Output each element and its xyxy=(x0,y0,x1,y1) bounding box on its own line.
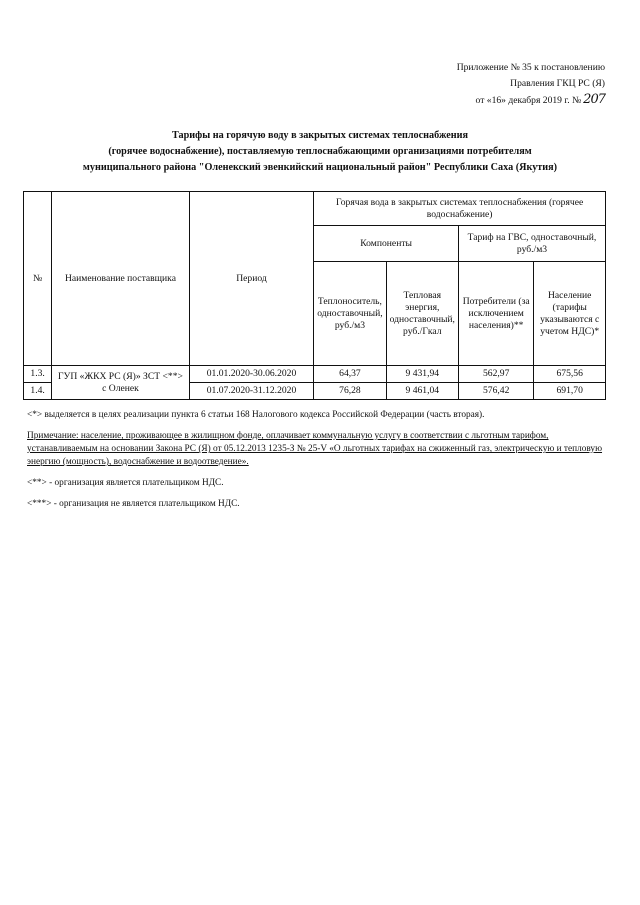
row-heat-energy: 9 431,94 xyxy=(386,366,458,383)
header-heat-energy: Тепловая энергия, одноставочный, руб./Гкал xyxy=(386,262,458,366)
row-heat-carrier: 64,37 xyxy=(314,366,386,383)
footnote-vat-payer: <**> - организация является плательщиком НДС. xyxy=(27,478,224,488)
table-row xyxy=(24,366,606,383)
footnotes xyxy=(27,409,612,519)
supplier-cell: ГУП «ЖКХ РС (Я)» ЗСТ <**> с Оленек xyxy=(52,366,190,400)
document-header xyxy=(457,60,605,109)
handwritten-number: 207 xyxy=(583,92,605,107)
title-line-2: (горячее водоснабжение), поставляемую теплоснабжающими организациями потребителям xyxy=(108,146,532,157)
header-tariff: Тариф на ГВС, одноставочный, руб./м3 xyxy=(458,226,605,262)
row-heat-carrier: 76,28 xyxy=(314,383,386,400)
header-period: Период xyxy=(189,192,314,366)
header-heat-carrier: Теплоноситель, одноставочный, руб./м3 xyxy=(314,262,386,366)
row-num: 1.3. xyxy=(24,366,52,383)
row-heat-energy: 9 461,04 xyxy=(386,383,458,400)
row-consumers: 562,97 xyxy=(458,366,533,383)
row-period: 01.07.2020-31.12.2020 xyxy=(189,383,314,400)
header-consumers: Потребители (за исключением населения)** xyxy=(458,262,533,366)
header-hot-water: Горячая вода в закрытых системах теплоснабжения (горячее водоснабжение) xyxy=(314,192,606,226)
title-line-1: Тарифы на горячую воду в закрытых системах теплоснабжения xyxy=(172,130,468,141)
title-line-3: муниципального района "Оленекский эвенкийский национальный район" Республики Саха (Якутия) xyxy=(82,162,558,173)
row-consumers: 576,42 xyxy=(458,383,533,400)
footnote-vat: <*> выделяется в целях реализации пункта 6 статьи 168 Налогового кодекса Российской Федерации (часть вторая). xyxy=(27,410,485,420)
document-title xyxy=(20,128,620,176)
date-number-line xyxy=(457,92,605,109)
row-population: 675,56 xyxy=(534,366,606,383)
footnote-note: Примечание: население, проживающее в жилищном фонде, оплачивает коммунальную услугу в соответствии с льготным тарифом, устанавливаемым на основании Закона РС (Я) от 05.12.2013 1235-З № 25-V «О льготных тарифах на сжиженный газ, электрическую и тепловую энергию (мощность), водоснабжение и водоотведение». xyxy=(27,431,603,467)
row-num: 1.4. xyxy=(24,383,52,400)
appendix-line: Приложение № 35 к постановлению xyxy=(456,62,605,73)
header-num: № xyxy=(24,192,52,366)
header-components: Компоненты xyxy=(314,226,459,262)
tariff-table xyxy=(23,191,606,400)
header-supplier: Наименование поставщика xyxy=(52,192,190,366)
row-period: 01.01.2020-30.06.2020 xyxy=(189,366,314,383)
row-population: 691,70 xyxy=(534,383,606,400)
footnote-non-vat-payer: <***> - организация не является плательщиком НДС. xyxy=(27,499,240,509)
board-line: Правления ГКЦ РС (Я) xyxy=(510,78,605,89)
date-line: от «16» декабря 2019 г. № xyxy=(475,95,582,106)
header-population: Население (тарифы указываются с учетом НДС)* xyxy=(534,262,606,366)
